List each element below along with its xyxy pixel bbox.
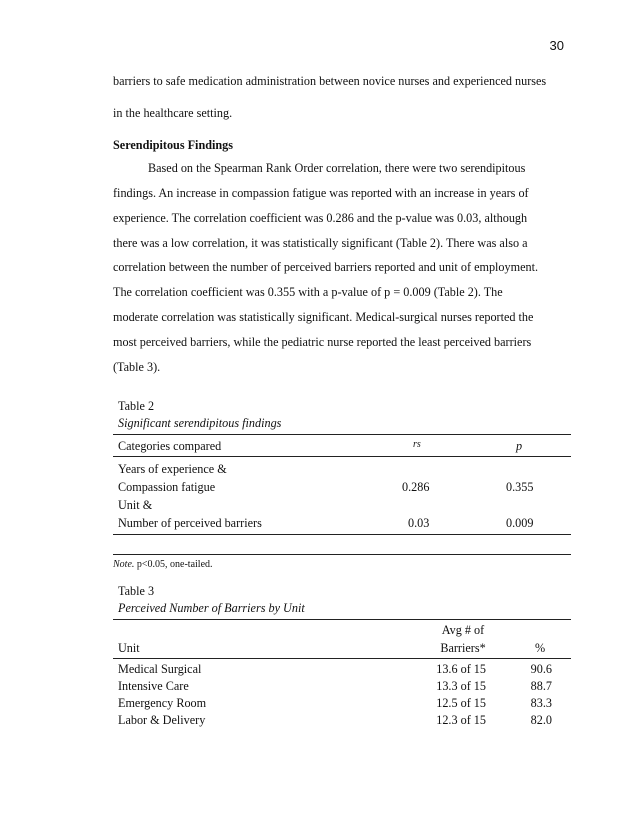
- table-label: Table 2: [118, 399, 155, 413]
- table-rule: [113, 619, 571, 620]
- column-header: %: [535, 641, 546, 655]
- column-header: rs: [413, 439, 421, 450]
- table-rule: [113, 554, 571, 555]
- body-line: in the healthcare setting.: [113, 106, 233, 120]
- table-rule: [113, 434, 571, 435]
- table-cell: Unit &: [118, 498, 153, 512]
- table-rule: [113, 456, 571, 457]
- table-cell: 0.03: [408, 516, 430, 530]
- note-text: p<0.05, one-tailed.: [136, 559, 213, 570]
- table-cell: Intensive Care: [118, 679, 189, 693]
- column-header: Barriers*: [440, 641, 486, 655]
- table-cell: 13.3 of 15: [436, 679, 486, 693]
- section-heading: Serendipitous Findings: [113, 138, 234, 152]
- table-cell: Labor & Delivery: [118, 713, 206, 727]
- note-label: Note.: [113, 559, 135, 570]
- table-cell: Emergency Room: [118, 696, 207, 710]
- table-cell: Number of perceived barriers: [118, 516, 262, 530]
- table-title: Significant serendipitous findings: [118, 416, 282, 430]
- column-header: Avg # of: [441, 623, 485, 637]
- table-rule: [113, 534, 571, 535]
- paragraph-line: Based on the Spearman Rank Order correlation, there were two serendipitous: [148, 161, 526, 175]
- table-title: Perceived Number of Barriers by Unit: [118, 601, 305, 615]
- paragraph-line: most perceived barriers, while the pediatric nurse reported the least perceived barriers: [113, 335, 532, 349]
- column-header: p: [516, 439, 523, 453]
- paragraph-line: correlation between the number of perceived barriers reported and unit of employment.: [113, 260, 539, 274]
- paragraph-line: experience. The correlation coefficient was 0.286 and the p-value was 0.03, although: [113, 211, 528, 225]
- table-cell: 0.286: [402, 480, 430, 494]
- table-cell: 88.7: [530, 679, 552, 693]
- table-cell: 82.0: [530, 713, 552, 727]
- table-cell: 0.009: [506, 516, 534, 530]
- table-cell: 0.355: [506, 480, 534, 494]
- table-cell: Compassion fatigue: [118, 480, 216, 494]
- table-cell: 90.6: [530, 662, 552, 676]
- table-note: [113, 559, 213, 570]
- paragraph-line: there was a low correlation, it was statistically significant (Table 2). There was also a: [113, 236, 528, 250]
- table-cell: 12.3 of 15: [436, 713, 486, 727]
- table-rule: [113, 658, 571, 659]
- paragraph-line: moderate correlation was statistically significant. Medical-surgical nurses reported the: [113, 310, 534, 324]
- paragraph-line: The correlation coefficient was 0.355 with a p-value of p = 0.009 (Table 2). The: [113, 285, 503, 299]
- table-cell: Years of experience &: [118, 462, 227, 476]
- table-cell: 83.3: [530, 696, 552, 710]
- table-label: Table 3: [118, 584, 155, 598]
- page-number: 30: [549, 38, 564, 53]
- paragraph-line: findings. An increase in compassion fatigue was reported with an increase in years of: [113, 186, 529, 200]
- table-cell: Medical Surgical: [118, 662, 202, 676]
- column-header: Categories compared: [118, 439, 222, 453]
- column-header: Unit: [118, 641, 140, 655]
- body-line: barriers to safe medication administration between novice nurses and experienced nurses: [113, 74, 547, 88]
- table-cell: 12.5 of 15: [436, 696, 486, 710]
- paragraph-line: (Table 3).: [113, 360, 161, 374]
- table-cell: 13.6 of 15: [436, 662, 486, 676]
